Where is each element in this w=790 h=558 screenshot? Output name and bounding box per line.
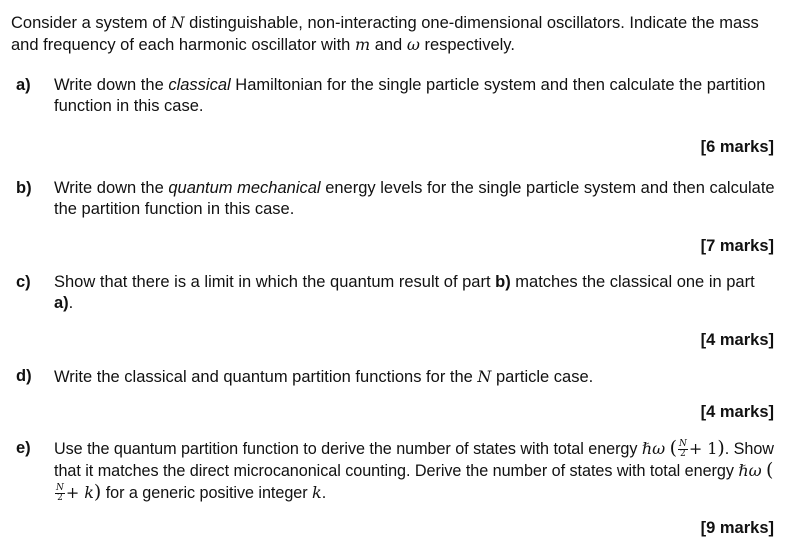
- var-N: N: [170, 13, 185, 32]
- part-c-text-1: Show that there is a limit in which the quantum result of part: [54, 273, 496, 291]
- part-d-label: d): [16, 367, 32, 385]
- part-b: [16, 178, 776, 220]
- part-b-text: [54, 178, 776, 220]
- plus-sign: +: [65, 483, 85, 502]
- part-a-marks: [6 marks]: [700, 138, 774, 156]
- part-b-emphasis: quantum mechanical: [168, 179, 321, 197]
- part-c-text: [54, 272, 776, 314]
- part-d-text: [54, 366, 776, 388]
- part-a-text-1: Write down the: [54, 76, 169, 94]
- intro-text-3: respectively.: [419, 36, 515, 54]
- fraction-N-over-2-1: [678, 440, 688, 459]
- part-c-label: c): [16, 273, 31, 291]
- plus-one: + 1: [688, 439, 718, 458]
- part-d: [16, 366, 776, 388]
- part-b-text-2: energy levels for the single particle system and then calculate the partition function in this case.: [54, 179, 775, 218]
- part-b-marks: [7 marks]: [700, 237, 774, 255]
- part-e-text-1: Use the quantum partition function to derive the number of states with total energy: [54, 440, 642, 458]
- part-a-text: [54, 75, 776, 117]
- part-c-text-3: .: [68, 294, 74, 312]
- part-c-ref-a: a): [54, 294, 69, 312]
- fraction-numerator: N: [56, 483, 64, 494]
- part-e-text-2: . Show that it matches the direct microcanonical counting. Derive the number of states with total energy: [54, 440, 774, 480]
- part-a-emphasis: classical: [168, 76, 231, 94]
- part-a: [16, 75, 776, 117]
- fraction-denominator: 2: [680, 449, 686, 460]
- part-b-label: b): [16, 179, 32, 197]
- intro-text-1: Consider a system of: [11, 14, 171, 32]
- part-c: [16, 272, 776, 314]
- intro-text-2: distinguishable, non-interacting one-dimensional oscillators. Indicate the mass and frequency of each harmonic oscillator with: [11, 14, 759, 54]
- problem-intro: [11, 12, 781, 56]
- part-d-text-1: Write the classical and quantum partition functions for the: [54, 368, 478, 386]
- hbar-omega-2: ℏω: [738, 461, 762, 480]
- fraction-N-over-2-2: [55, 484, 65, 503]
- part-e-label: e): [16, 439, 31, 457]
- hbar-omega-1: ℏω: [641, 439, 666, 458]
- part-c-text-2: matches the classical one in part: [510, 273, 755, 291]
- part-e-marks: [9 marks]: [700, 519, 774, 537]
- part-e: [16, 438, 776, 504]
- part-d-text-2: particle case.: [491, 368, 594, 386]
- part-a-text-2: Hamiltonian for the single particle system and then calculate the partition function in this case.: [54, 76, 766, 115]
- part-d-marks: [4 marks]: [700, 403, 774, 421]
- var-k-1: k: [84, 483, 94, 502]
- part-a-label: a): [16, 76, 31, 94]
- part-e-text-4: .: [321, 484, 327, 502]
- intro-and: and: [370, 36, 407, 54]
- fraction-denominator: 2: [57, 493, 63, 504]
- var-k-2: k: [312, 483, 322, 502]
- part-c-marks: [4 marks]: [700, 331, 774, 349]
- fraction-numerator: N: [678, 439, 687, 450]
- var-omega: ω: [406, 35, 420, 54]
- part-c-ref-b: b): [495, 273, 511, 291]
- part-e-text: Use the quantum partition function to derive the number of states with total energy ℏω ( $\frac{N}{2}$ + 1). Show that it matches the direct microcanonical counting. Derive the number of states with total energy ℏω ( $\frac{N}{2}$ + k) for a generic positive integer k.: [54, 437, 774, 504]
- part-d-var-N: N: [477, 367, 492, 386]
- part-b-text-1: Write down the: [54, 179, 169, 197]
- var-m: m: [354, 35, 371, 54]
- part-e-text-3: for a generic positive integer: [101, 484, 313, 502]
